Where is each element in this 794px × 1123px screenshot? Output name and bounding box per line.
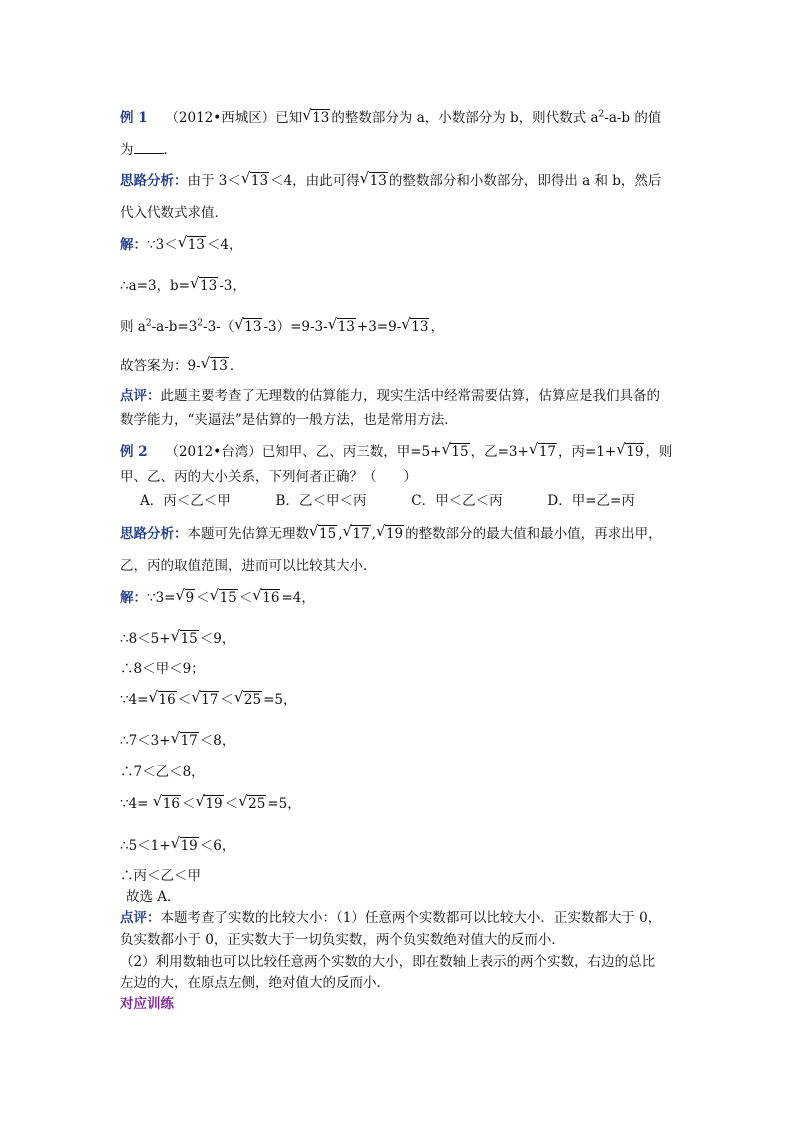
sqrt-15: √ 15 [172,629,199,649]
sqrt-13: √ 13 [235,317,262,337]
sqrt-13: √ 13 [242,171,269,191]
ex2-comment-line1: 点评：本题考查了实数的比较大小：（1）任意两个实数都可以比较大小．正实数都大于 0， [120,910,662,926]
sqrt-17: √ 17 [172,731,199,751]
ex2-solution-line3: ∴8＜甲＜9； [120,661,205,677]
sqrt-15: √ 15 [442,442,469,462]
sqrt-15: √ 15 [211,588,238,608]
sqrt-13: √ 13 [402,317,429,337]
sqrt-17: √ 17 [192,690,219,710]
option-c: C．甲＜乙＜丙 [411,493,503,509]
ex2-comment-label: 点评： [120,910,161,926]
ex2-solution-line9: ∴丙＜乙＜甲 [120,868,201,884]
ex2-solution-line2: ∴8＜5+√ 15 ＜9， [120,629,235,649]
sqrt-19: √ 19 [377,524,404,544]
ex2-solution-line1: 解：∵3=√ 9 ＜√ 15 ＜√ 16 =4， [120,588,315,608]
sqrt-13: √ 13 [202,356,229,376]
sqrt-16: √ 16 [150,690,177,710]
ex2-label: 例 2 [120,444,148,460]
ex2-solution-label: 解： [120,590,147,606]
ex2-solution-line8: ∴5＜1+√ 19 ＜6， [120,836,235,856]
ex1-analysis-line2: 代入代数式求值． [120,205,228,221]
sqrt-16: √ 16 [154,794,181,814]
ex2-solution-line10: 故选 A． [126,889,181,905]
ex2-solution-line4: ∵4=√ 16 ＜√ 17 ＜√ 25 =5， [120,690,296,710]
sqrt-19: √ 19 [617,442,644,462]
ex1-solution-label: 解： [120,237,147,253]
ex1-comment-line1: 点评：此题主要考查了无理数的估算能力，现实生活中经常需要估算，估算应是我们具备的 [120,388,660,404]
ex1-question-line1: 例 1 （2012•西城区）已知√ 13 的整数部分为 a，小数部分为 b，则代数式 $a^2-a-b$ 的值 [120,108,661,128]
sqrt-13: √ 13 [361,171,388,191]
ex2-comment-line4: 左边的大，在原点左侧，绝对值大的反而小． [120,975,390,991]
option-d: D．甲=乙=丙 [547,493,635,509]
sqrt-16: √ 16 [253,588,280,608]
ex1-solution-line1: 解：∵3＜√ 13 ＜4， [120,235,242,255]
ex2-solution-line7: ∵4= √ 16 ＜√ 19 ＜√ 25 =5， [120,794,301,814]
sqrt-9: √ 9 [177,588,196,608]
sqrt-13: √ 13 [191,276,218,296]
ex2-solution-line6: ∴7＜乙＜8， [120,764,205,780]
ex1-analysis-label: 思路分析： [120,173,188,189]
ex2-comment-line3: （2）利用数轴也可以比较任意两个实数的大小，即在数轴上表示的两个实数，右边的总比 [120,954,656,970]
ex2-analysis-line2: 乙，丙的取值范围，进而可以比较其大小． [120,558,377,574]
ex2-question-line1: 例 2 （2012•台湾）已知甲、乙、丙三数，甲=5+√ 15 ，乙=3+√ 17 ，丙=1+√ 19 ，则 [120,442,672,462]
ex2-analysis-line1: 思路分析：本题可先估算无理数√ 15 ,√ 17 ,√ 19 的整数部分的最大值和最小值，再求出甲， [120,524,662,544]
ex2-solution-line5: ∴7＜3+√ 17 ＜8， [120,731,235,751]
ex1-solution-line2: ∴a=3，b=√ 13 -3， [120,276,246,296]
ex1-analysis-line1: 思路分析：由于 3＜√ 13 ＜4，由此可得√ 13 的整数部分和小数部分，即得出 a 和 b，然后 [120,171,661,191]
ex2-options [140,491,635,511]
sqrt-19: √ 19 [196,794,223,814]
ex1-solution-line3: 则 $a^2-a-b=3^2-3-(√$ 13 -3）=9-3-√ 13 +3=9-√ 13 ， [120,317,444,337]
sqrt-15: √ 15 [310,524,337,544]
ex2-analysis-label: 思路分析： [120,526,188,542]
sqrt-17: √ 17 [530,442,557,462]
ex2-question-line2: 甲、乙、丙的大小关系，下列何者正确？（ ） [120,469,417,485]
practice-heading: 对应训练 [120,996,174,1012]
sqrt-13: √ 13 [179,235,206,255]
sqrt-13: √ 13 [303,108,330,128]
ex2-comment-line2: 负实数都小于 0，正实数大于一切负实数，两个负实数绝对值大的反而小． [120,932,565,948]
sqrt-25: √ 25 [235,690,262,710]
ex1-solution-line4: 故答案为：9-√ 13 ． [120,356,243,376]
ex1-comment-line2: 数学能力，“夹逼法”是估算的一般方法，也是常用方法． [120,412,458,428]
answer-blank [134,141,164,154]
option-a: A．丙＜乙＜甲 [140,493,231,509]
sqrt-17: √ 17 [343,524,370,544]
ex1-label: 例 1 [120,110,148,126]
sqrt-13: √ 13 [329,317,356,337]
ex1-question-line2: 为 ． [120,142,177,158]
sqrt-19: √ 19 [172,836,199,856]
ex1-comment-label: 点评： [120,388,161,404]
sqrt-25: √ 25 [239,794,266,814]
option-b: B．乙＜甲＜丙 [275,493,367,509]
